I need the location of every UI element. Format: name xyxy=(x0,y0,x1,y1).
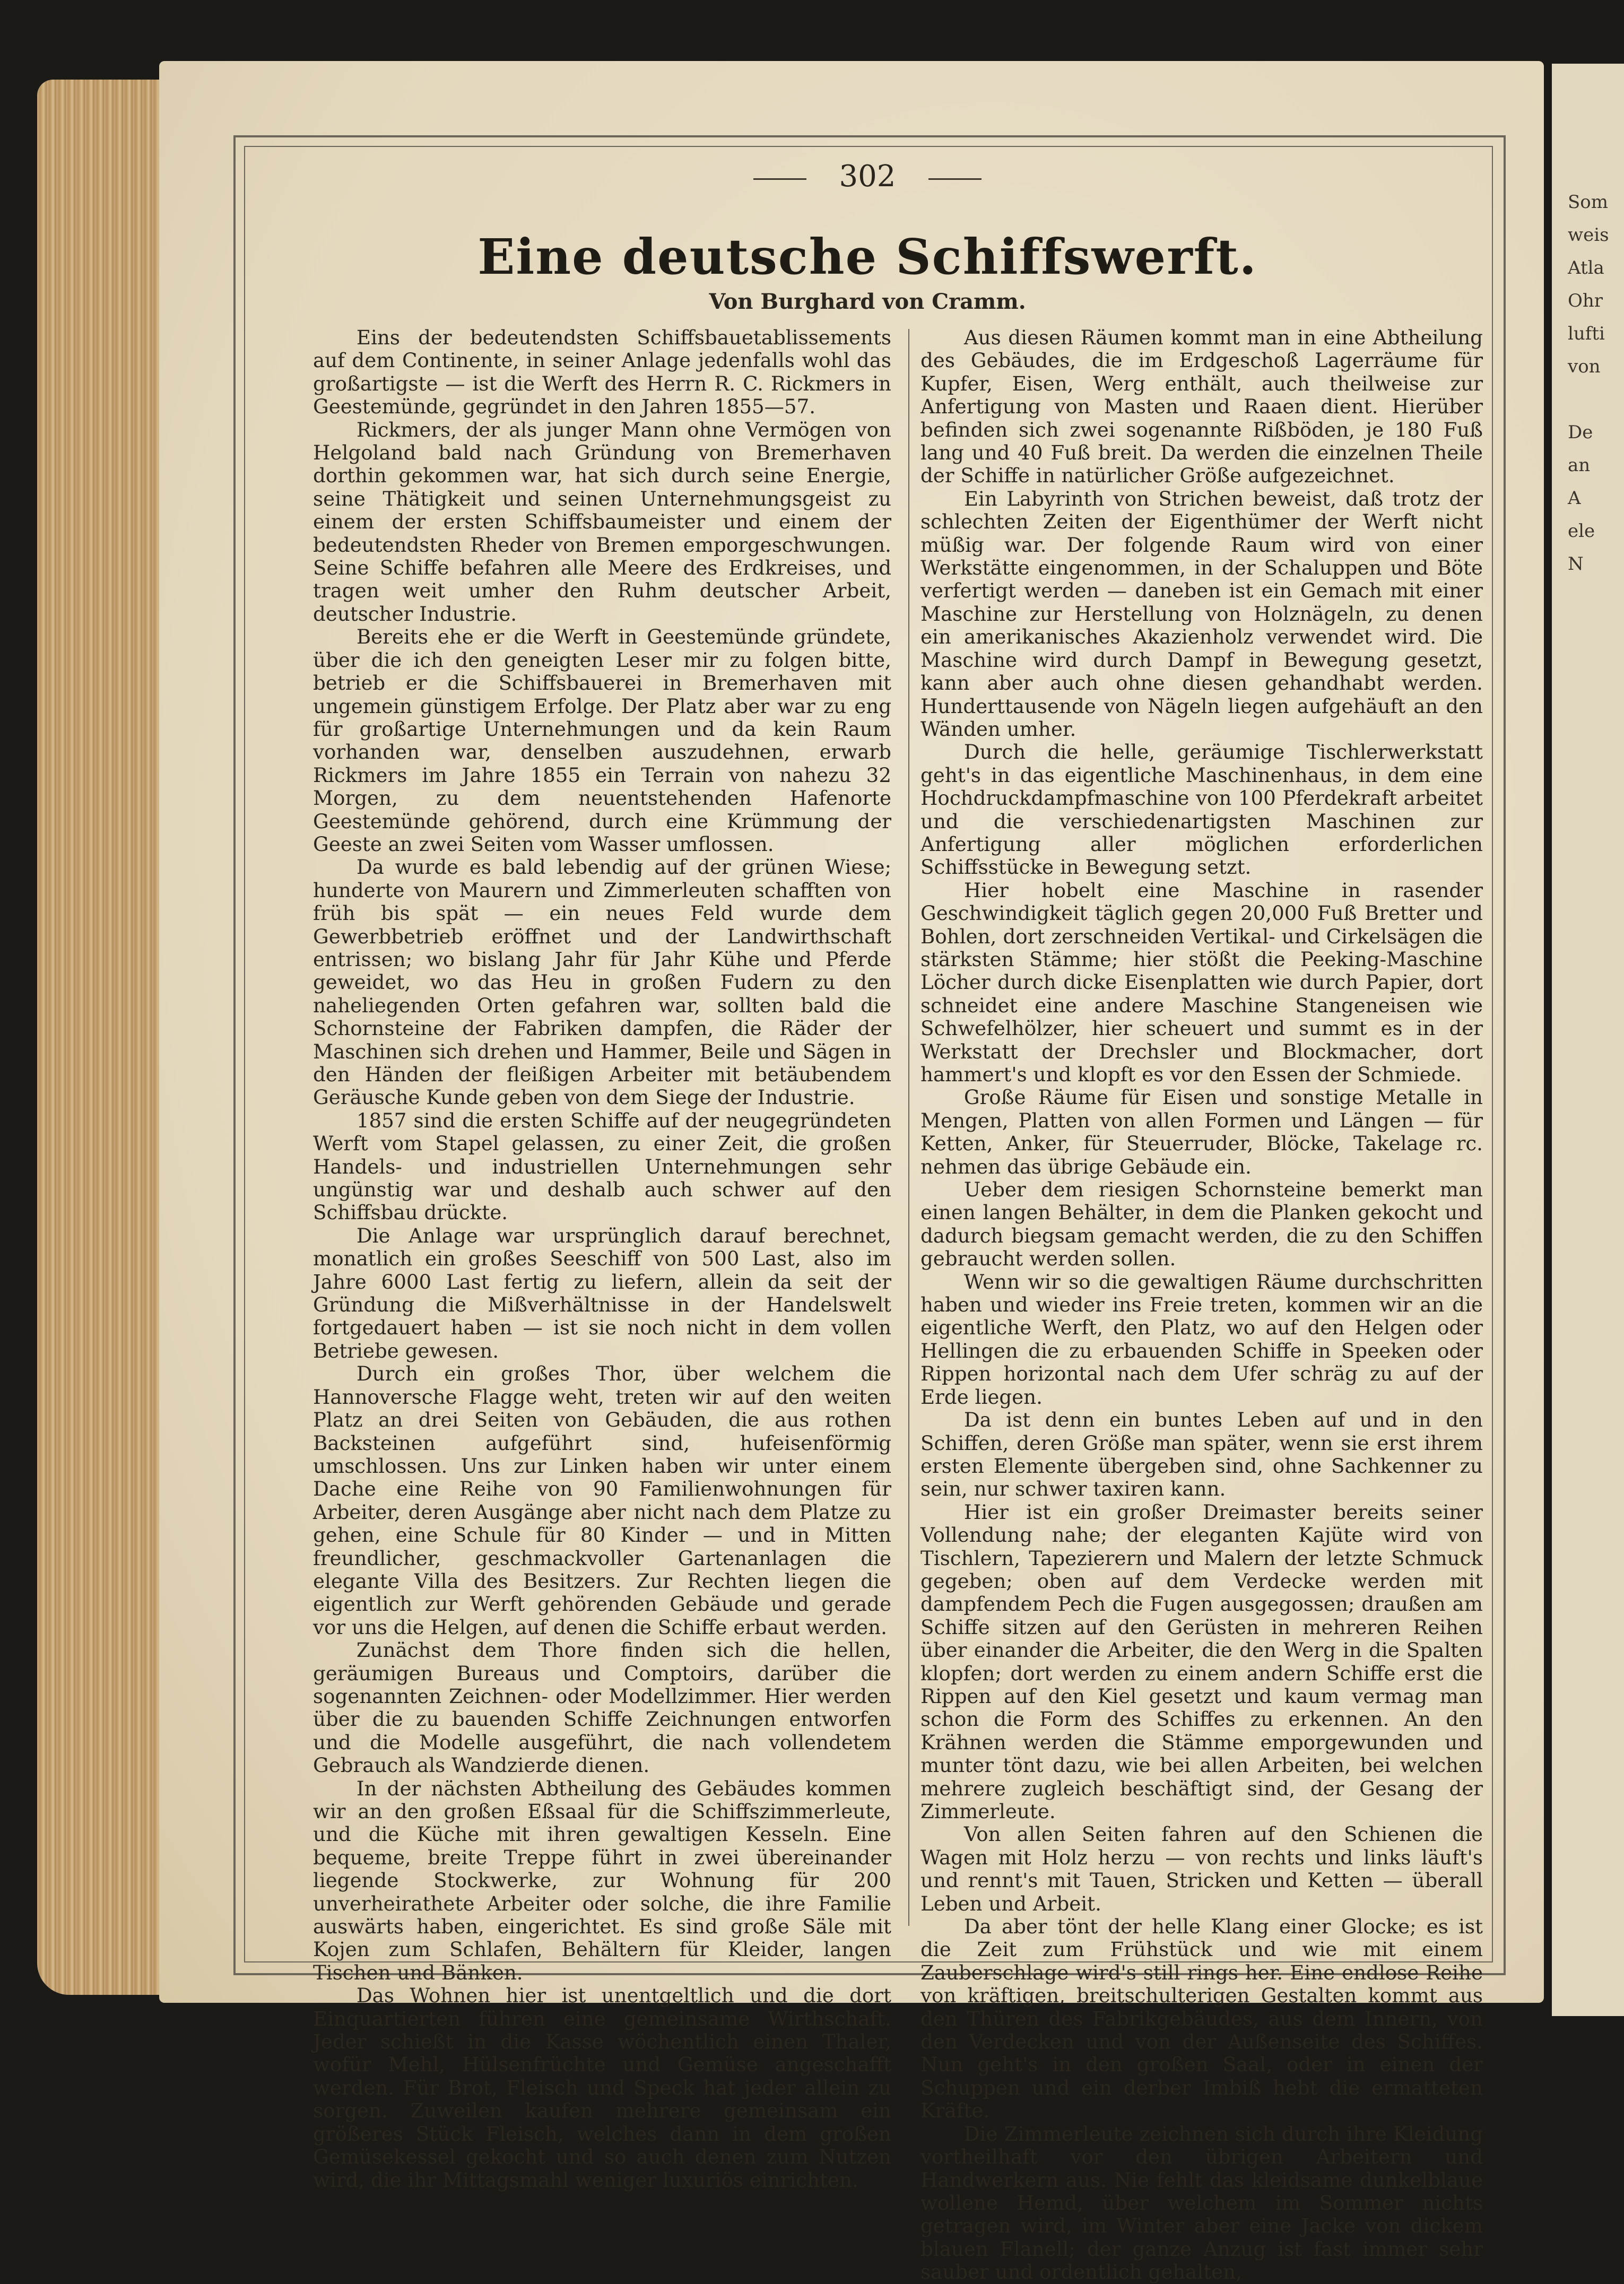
facing-page-fragments xyxy=(1552,64,1624,580)
right-column-paragraph: Ueber dem riesigen Schornsteine bemerkt man einen langen Behälter, in dem die Planken gekocht und dadurch biegsam gemacht werden, die zu den Schiffen gebraucht werden sollen. xyxy=(920,1178,1483,1271)
facing-page-line: an xyxy=(1568,455,1591,476)
page-number: 302 xyxy=(839,159,896,194)
left-column-paragraph: Durch ein großes Thor, über welchem die Hannoversche Flagge weht, treten wir auf den weiten Platz an drei Seiten von Gebäuden, die aus rothen Backsteinen aufgeführt sind, hufeisenförmig umschlossen. Uns zur Linken haben wir unter einem Dache eine Reihe von 90 Familienwohnungen für Arbeiter, deren Ausgänge aber nicht nach dem Platze zu gehen, eine Schule für 80 Kinder — und in Mitten freundlicher, geschmackvoller Gartenanlagen die elegante Villa des Besitzers. Zur Rechten liegen die eigentlich zur Werft gehörenden Gebäude und gerade vor uns die Helgen, auf denen die Schiffe erbaut werden. xyxy=(313,1362,891,1639)
header-rule-right xyxy=(928,178,982,180)
right-column-paragraph: Von allen Seiten fahren auf den Schienen die Wagen mit Holz herzu — von rechts und links läuft's und rennt's mit Tauen, Stricken und Ketten — überall Leben und Arbeit. xyxy=(920,1822,1483,1915)
right-column-paragraph: Hier ist ein großer Dreimaster bereits seiner Vollendung nahe; der eleganten Kajüte wird von Tischlern, Tapezierern und Malern der letzte Schmuck gegeben; oben auf dem Verdecke werden mit dampfendem Pech die Fugen ausgegossen; draußen am Schiffe sitzen auf den Gerüsten in mehreren Reihen über einander die Arbeiter, die den Werg in die Spalten klopfen; dort werden zu einem andern Schiffe erst die Rippen auf den Kiel gesetzt und kaum vermag man schon die Form des Schiffes zu erkennen. An den Krähnen werden die Stämme emporgewunden und munter tönt dazu, wie bei allen Arbeiten, bei welchen mehrere zugleich beschäftigt sind, der Gesang der Zimmerleute. xyxy=(920,1500,1483,1823)
facing-page-line: De xyxy=(1568,422,1593,443)
facing-page-line: Atla xyxy=(1568,257,1604,279)
left-column-paragraph: Eins der bedeutendsten Schiffsbauetablissements auf dem Continente, in seiner Anlage jedenfalls wohl das großartigste — ist die Werft des Herrn R. C. Rickmers in Geestemünde, gegründet in den Jahren 1855—57. xyxy=(313,326,891,419)
left-column-paragraph: Zunächst dem Thore finden sich die hellen, geräumigen Bureaus und Comptoirs, darüber die sogenannten Zeichnen- oder Modellzimmer. Hier werden über die zu bauenden Schiffe Zeichnungen entworfen und die Modelle ausgeführt, die nach vollendetem Gebrauch als Wandzierde dienen. xyxy=(313,1638,891,1777)
facing-page xyxy=(1552,64,1624,2016)
facing-page-line: N xyxy=(1568,553,1584,575)
facing-page-line: A xyxy=(1568,488,1581,509)
left-column-paragraph: Das Wohnen hier ist unentgeltlich und die dort Einquartierten führen eine gemeinsame Wirthschaft. Jeder schießt in die Kasse wöchentlich einen Thaler, wofür Mehl, Hülsenfrüchte und Gemüse angeschafft werden. Für Brot, Fleisch und Speck hat jeder allein zu sorgen. Zuweilen kaufen mehrere gemeinsam ein größeres Stück Fleisch, welches dann in dem großen Gemüsekessel gekocht und so auch denen zum Nutzen wird, die ihr Mittagsmahl weniger luxuriös einrichten. xyxy=(313,1984,891,2192)
facing-page-line: Som xyxy=(1568,192,1609,213)
header-rule-left xyxy=(753,178,806,180)
article-title: Eine deutsche Schiffswerft. xyxy=(477,228,1257,285)
left-column-paragraph: Da wurde es bald lebendig auf der grünen Wiese; hunderte von Maurern und Zimmerleuten schafften von früh bis spät — ein neues Feld wurde dem Gewerbbetrieb eröffnet und der Landwirthschaft entrissen; wo bislang Jahr für Jahr Kühe und Pferde geweidet, wo das Heu in großen Fudern zu den naheliegenden Orten gefahren war, sollten bald die Schornsteine der Fabriken dampfen, die Räder der Maschinen sich drehen und Hammer, Beile und Sägen in den Händen der fleißigen Arbeiter mit betäubendem Geräusche Kunde geben von dem Siege der Industrie. xyxy=(313,855,891,1109)
left-column xyxy=(313,326,891,2192)
left-column-paragraph: 1857 sind die ersten Schiffe auf der neugegründeten Werft vom Stapel gelassen, zu einer Zeit, die großen Handels- und industriellen Unternehmungen sehr ungünstig war und deshalb auch schwer auf den Schiffsbau drückte. xyxy=(313,1108,891,1224)
facing-page-line: von xyxy=(1568,356,1601,377)
right-column-paragraph: Da ist denn ein buntes Leben auf und in den Schiffen, deren Größe man später, wenn sie erst ihrem ersten Elemente übergeben sind, ohne Sachkenner zu sein, nur schwer taxiren kann. xyxy=(920,1408,1483,1501)
left-column-paragraph: Bereits ehe er die Werft in Geestemünde gründete, über die ich den geneigten Leser mir zu folgen bitte, betrieb er die Schiffsbauerei in Bremerhaven mit ungemein günstigem Erfolge. Der Platz aber war zu eng für großartige Unternehmungen und da kein Raum vorhanden war, denselben auszudehnen, erwarb Rickmers im Jahre 1855 ein Terrain von nahezu 32 Morgen, zu dem neuentstehenden Hafenorte Geestemünde gehörend, durch eine Krümmung der Geeste an zwei Seiten vom Wasser umflossen. xyxy=(313,625,891,856)
column-divider xyxy=(908,329,909,1926)
right-column-paragraph: Die Zimmerleute zeichnen sich durch ihre Kleidung vortheilhaft vor den übrigen Arbeitern und Handwerkern aus. Nie fehlt das kleidsame dunkelblaue wollene Hemd, über welchem im Sommer nichts getragen wird, im Winter aber eine Jacke von dickem blauen Flanell; der ganze Anzug ist fast immer sehr sauber und ordentlich gehalten, xyxy=(920,2122,1483,2284)
left-column-paragraph: Die Anlage war ursprünglich darauf berechnet, monatlich ein großes Seeschiff von 500 Last, also im Jahre 6000 Last fertig zu liefern, allein da seit der Gründung die Mißverhältnisse in der Handelswelt fortgedauert haben — ist sie noch nicht in dem vollen Betriebe gewesen. xyxy=(313,1223,891,1362)
facing-page-line: Ohr xyxy=(1568,290,1603,311)
right-column xyxy=(920,326,1483,2284)
right-column-paragraph: Ein Labyrinth von Strichen beweist, daß trotz der schlechten Zeiten der Eigenthümer der Werft nicht müßig war. Der folgende Raum wird von einer Werkstätte eingenommen, in der Schaluppen und Böte verfertigt werden — daneben ist ein Gemach mit einer Maschine zur Herstellung von Holznägeln, zu denen ein amerikanisches Akazienholz verwendet wird. Die Maschine wird durch Dampf in Bewegung gesetzt, kann aber auch ohne diesen gehandhabt werden. Hunderttausende von Nägeln liegen aufgehäuft an den Wänden umher. xyxy=(920,487,1483,741)
left-column-paragraph: Rickmers, der als junger Mann ohne Vermögen von Helgoland bald nach Gründung von Bremerhaven dorthin gekommen war, hat sich durch seine Energie, seine Thätigkeit und seinen Unternehmungsgeist zu einem der ersten Schiffsbaumeister und einem der bedeutendsten Rheder von Bremen emporgeschwungen. Seine Schiffe befahren alle Meere des Erdkreises, und tragen weit umher den Ruhm deutscher Arbeit, deutscher Industrie. xyxy=(313,418,891,626)
book-page-edges xyxy=(37,80,170,1995)
facing-page-line: weis xyxy=(1568,224,1609,246)
page-header xyxy=(244,159,1491,194)
left-column-paragraph: In der nächsten Abtheilung des Gebäudes kommen wir an den großen Eßsaal für die Schiffszimmerleute, und die Küche mit ihren gewaltigen Kesseln. Eine bequeme, breite Treppe führt in zwei übereinander liegende Stockwerke, zur Wohnung für 200 unverheirathete Arbeiter oder solche, die ihre Familie auswärts haben, eingerichtet. Es sind große Säle mit Kojen zum Schlafen, Behältern für Kleider, langen Tischen und Bänken. xyxy=(313,1776,891,1984)
right-column-paragraph: Hier hobelt eine Maschine in rasender Geschwindigkeit täglich gegen 20,000 Fuß Bretter und Bohlen, dort zerschneiden Vertikal- und Cirkelsägen die stärksten Stämme; hier stößt die Peeking-Maschine Löcher durch dicke Eisenplatten wie durch Papier, dort schneidet eine andere Maschine Stangeneisen wie Schwefelhölzer, hier scheuert und summt es in der Werkstatt der Drechsler und Blockmacher, dort hammert's und klopft es vor den Essen der Schmiede. xyxy=(920,878,1483,1086)
facing-page-line xyxy=(1568,383,1624,416)
facing-page-line: ele xyxy=(1568,520,1595,542)
right-column-paragraph: Da aber tönt der helle Klang einer Glocke; es ist die Zeit zum Frühstück und wie mit einem Zauberschlage wird's still rings her. Eine endlose Reihe von kräftigen, breitschulterigen Gestalten kommt aus den Thüren des Fabrikgebäudes, aus dem Innern, von den Verdecken und von der Außenseite des Schiffes. Nun geht's in den großen Saal, oder in einen der Schuppen und ein derber Imbiß hebt die ermatteten Kräfte. xyxy=(920,1915,1483,2123)
right-column-paragraph: Aus diesen Räumen kommt man in eine Abtheilung des Gebäudes, die im Erdgeschoß Lagerräume für Kupfer, Eisen, Werg enthält, auch theilweise zur Anfertigung von Masten und Raaen dient. Hierüber befinden sich zwei sogenannte Rißböden, je 180 Fuß lang und 40 Fuß breit. Da werden die einzelnen Theile der Schiffe in natürlicher Größe aufgezeichnet. xyxy=(920,326,1483,488)
facing-page-line: lufti xyxy=(1568,323,1605,344)
right-column-paragraph: Große Räume für Eisen und sonstige Metalle in Mengen, Platten von allen Formen und Längen — für Ketten, Anker, für Steuerruder, Blöcke, Takelage rc. nehmen das übrige Gebäude ein. xyxy=(920,1085,1483,1178)
article-author: Von Burghard von Cramm. xyxy=(709,289,1026,314)
right-column-paragraph: Wenn wir so die gewaltigen Räume durchschritten haben und wieder ins Freie treten, kommen wir an die eigentliche Werft, den Platz, wo auf den Helgen oder Hellingen die zu erbauenden Schiffe in Speeken oder Rippen horizontal nach dem Ufer schräg zu auf der Erde liegen. xyxy=(920,1270,1483,1409)
right-column-paragraph: Durch die helle, geräumige Tischlerwerkstatt geht's in das eigentliche Maschinenhaus, in dem eine Hochdruckdampfmaschine von 100 Pferdekraft arbeitet und die verschiedenartigsten Maschinen zur Anfertigung aller möglichen erforderlichen Schiffsstücke in Bewegung setzt. xyxy=(920,740,1483,879)
